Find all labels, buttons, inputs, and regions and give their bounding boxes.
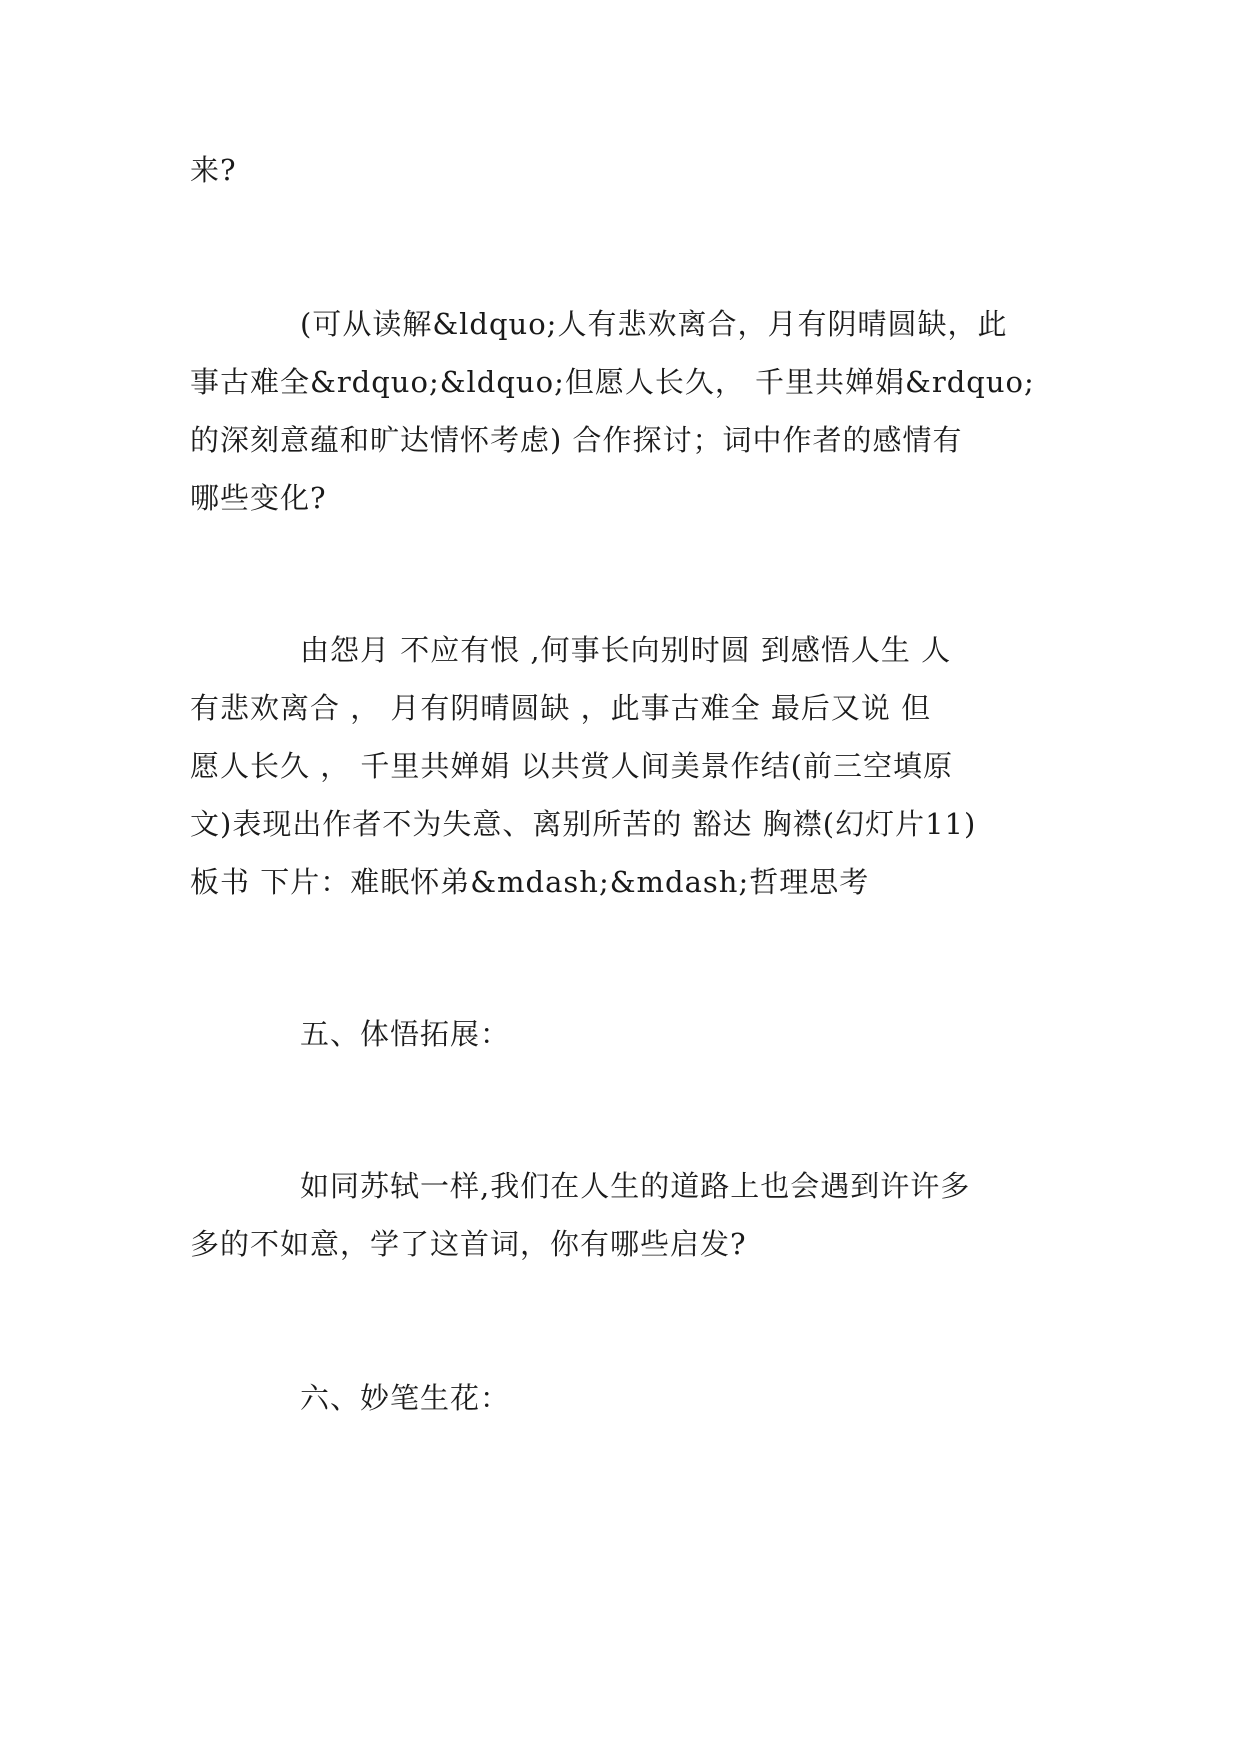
text-line: 愿人长久 ， 千里共婵娟 以共赏人间美景作结(前三空填原 (190, 749, 953, 783)
text-line: 事古难全&rdquo;&ldquo;但愿人长久， 千里共婵娟&rdquo; (190, 365, 1035, 399)
text-line: 的深刻意蕴和旷达情怀考虑) 合作探讨；词中作者的感情有 (190, 423, 963, 457)
text-line: (可从读解&ldquo;人有悲欢离合，月有阴晴圆缺，此 (300, 307, 1008, 341)
text-line: 由怨月 不应有恨 ,何事长向别时圆 到感悟人生 人 (300, 633, 952, 667)
text-line: 如同苏轼一样,我们在人生的道路上也会遇到许许多 (300, 1169, 971, 1203)
text-line: 有悲欢离合 ， 月有阴晴圆缺 ，此事古难全 最后又说 但 (190, 691, 932, 725)
text-line: 来? (190, 153, 237, 187)
text-line: 板书 下片：难眠怀弟&mdash;&mdash;哲理思考 (190, 865, 870, 899)
text-line: 多的不如意，学了这首词，你有哪些启发? (190, 1227, 747, 1261)
text-line: 文)表现出作者不为失意、离别所苦的 豁达 胸襟(幻灯片11) (190, 807, 977, 841)
section-heading: 六、妙笔生花： (300, 1381, 511, 1415)
section-heading: 五、体悟拓展： (300, 1017, 511, 1051)
text-line: 哪些变化? (190, 481, 327, 515)
